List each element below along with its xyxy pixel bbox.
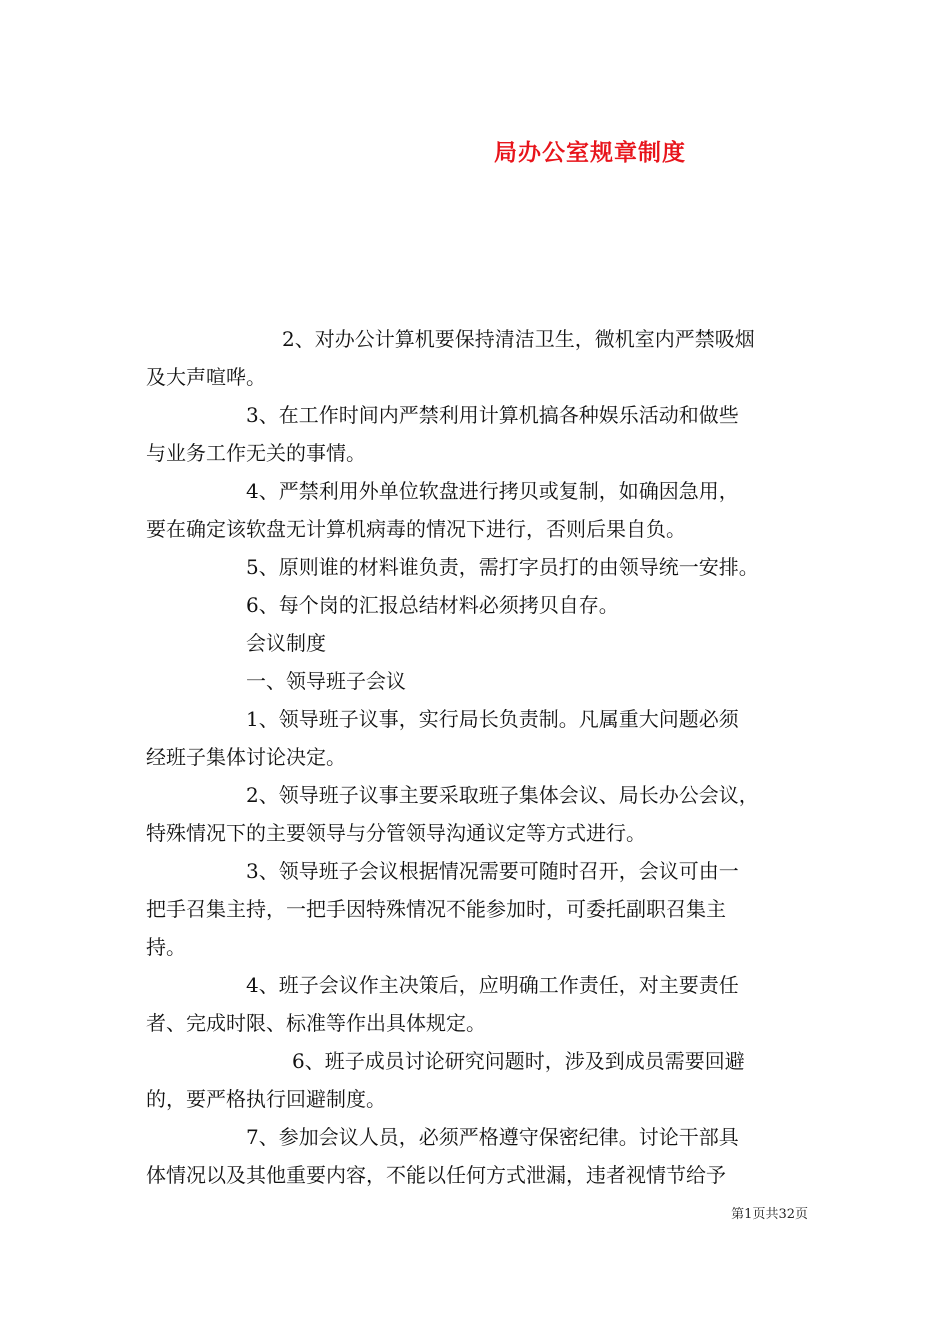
paragraph-floppy-disk (146, 472, 810, 548)
paragraph-director-responsibility (146, 700, 810, 776)
paragraph-recusal (146, 1042, 810, 1118)
paragraph-line: 6、每个岗的汇报总结材料必须拷贝自存。 (246, 593, 619, 617)
paragraph-line: 2、对办公计算机要保持清洁卫生，微机室内严禁吸烟 (282, 327, 755, 351)
paragraph-line: 持。 (146, 935, 186, 959)
paragraph-line: 经班子集体讨论决定。 (146, 745, 346, 769)
paragraph-material-responsibility (146, 548, 810, 586)
page-number-footer: 第1页共32页 (731, 1207, 808, 1222)
paragraph-line: 4、严禁利用外单位软盘进行拷贝或复制，如确因急用， (246, 479, 739, 503)
paragraph-line: 3、在工作时间内严禁利用计算机搞各种娱乐活动和做些 (246, 403, 739, 427)
paragraph-line: 7、参加会议人员，必须严格遵守保密纪律。讨论干部具 (246, 1125, 739, 1149)
paragraph-line: 与业务工作无关的事情。 (146, 441, 366, 465)
page-title: 局办公室规章制度 (494, 139, 686, 166)
subsection-heading: 一、领导班子会议 (246, 669, 406, 693)
paragraph-line: 要在确定该软盘无计算机病毒的情况下进行，否则后果自负。 (146, 517, 686, 541)
paragraph-line: 特殊情况下的主要领导与分管领导沟通议定等方式进行。 (146, 821, 646, 845)
paragraph-line: 者、完成时限、标准等作出具体规定。 (146, 1011, 486, 1035)
paragraph-decision-responsibility (146, 966, 810, 1042)
paragraph-line: 体情况以及其他重要内容，不能以任何方式泄漏，违者视情节给予 (146, 1163, 726, 1187)
paragraph-no-entertainment (146, 396, 810, 472)
paragraph-line: 3、领导班子会议根据情况需要可随时召开，会议可由一 (246, 859, 739, 883)
paragraph-confidentiality (146, 1118, 810, 1194)
paragraph-report-backup (146, 586, 810, 624)
section-heading: 会议制度 (246, 631, 326, 655)
paragraph-line: 1、领导班子议事，实行局长负责制。凡属重大问题必须 (246, 707, 739, 731)
subsection-heading-leadership-meeting (146, 662, 810, 700)
paragraph-computer-hygiene (146, 320, 810, 396)
paragraph-line: 5、原则谁的材料谁负责，需打字员打的由领导统一安排。 (246, 555, 759, 579)
paragraph-line: 的，要严格执行回避制度。 (146, 1087, 386, 1111)
paragraph-meeting-methods (146, 776, 810, 852)
paragraph-line: 及大声喧哗。 (146, 365, 266, 389)
paragraph-line: 4、班子会议作主决策后，应明确工作责任，对主要责任 (246, 973, 739, 997)
paragraph-line: 6、班子成员讨论研究问题时，涉及到成员需要回避 (292, 1049, 745, 1073)
section-heading-meeting-rules (146, 624, 810, 662)
paragraph-line: 2、领导班子议事主要采取班子集体会议、局长办公会议， (246, 783, 759, 807)
paragraph-meeting-convening (146, 852, 810, 966)
paragraph-line: 把手召集主持，一把手因特殊情况不能参加时，可委托副职召集主 (146, 897, 726, 921)
document-body (146, 320, 810, 1194)
